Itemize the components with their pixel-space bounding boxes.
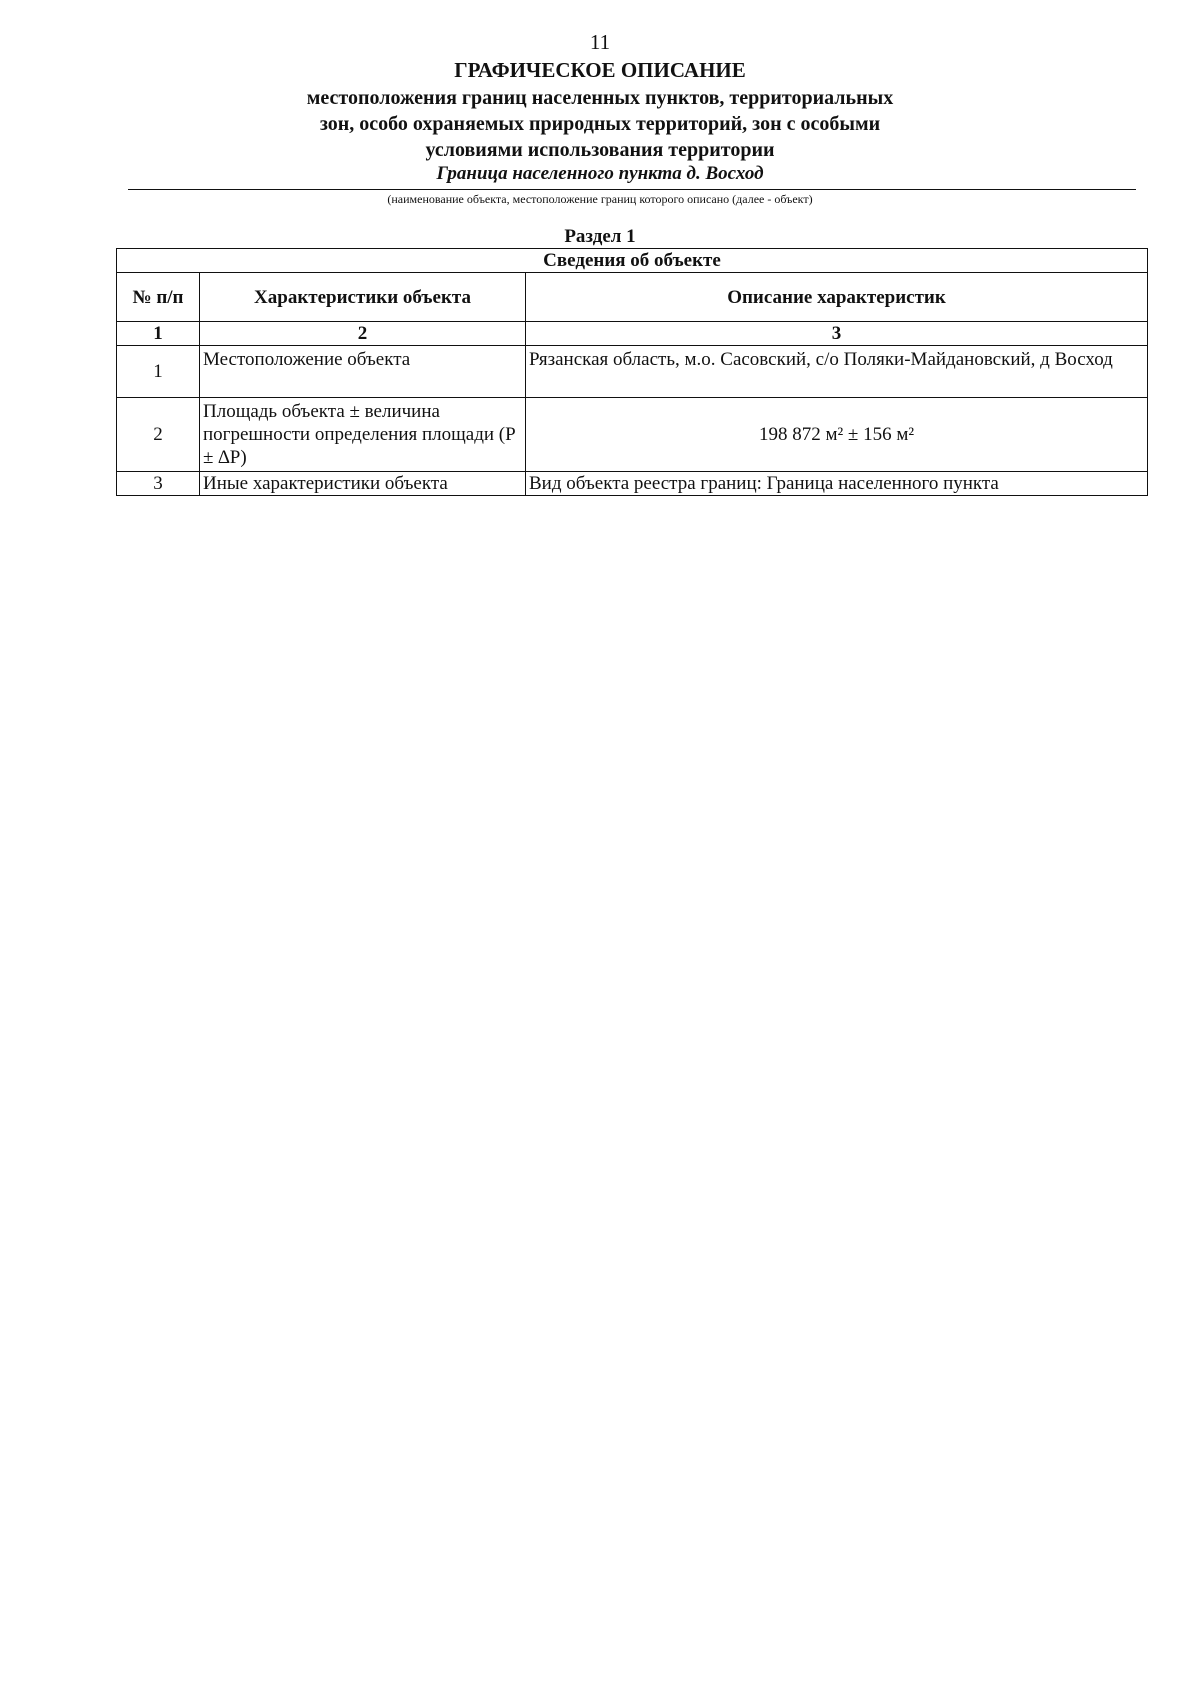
column-number-row [117, 322, 1148, 346]
row-description: 198 872 м² ± 156 м² [526, 398, 1148, 472]
subtitle-line: условиями использования территории [425, 139, 775, 161]
row-characteristic: Иные характеристики объекта [200, 472, 526, 496]
row-description: Рязанская область, м.о. Сасовский, с/о Поляки-Майдановский, д Восход [526, 346, 1148, 398]
subtitle-line: зон, особо охраняемых природных территорий, зон с особыми [319, 113, 881, 135]
table-row [117, 472, 1148, 496]
table-caption: Сведения об объекте [117, 249, 1148, 273]
column-number: 2 [200, 322, 526, 346]
row-number: 3 [117, 472, 200, 496]
column-number: 1 [117, 322, 200, 346]
row-characteristic: Площадь объекта ± величина погрешности определения площади (P ± ∆P) [200, 398, 526, 472]
document-title: ГРАФИЧЕСКОЕ ОПИСАНИЕ [454, 58, 746, 82]
header-num: № п/п [117, 273, 200, 322]
object-name-caption: (наименование объекта, местоположение границ которого описано (далее - объект) [387, 192, 813, 206]
document-subtitle [0, 85, 1200, 163]
table-header-row [117, 273, 1148, 322]
header-description: Описание характеристик [526, 273, 1148, 322]
page-number: 11 [589, 30, 611, 54]
row-characteristic: Местоположение объекта [200, 346, 526, 398]
row-description: Вид объекта реестра границ: Граница населенного пункта [526, 472, 1148, 496]
table-row [117, 346, 1148, 398]
header-characteristics: Характеристики объекта [200, 273, 526, 322]
row-number: 2 [117, 398, 200, 472]
section-title: Раздел 1 [564, 226, 636, 247]
table-caption-row [117, 249, 1148, 273]
object-name: Граница населенного пункта д. Восход [436, 163, 764, 184]
object-name-underline [128, 189, 1136, 190]
subtitle-line: местоположения границ населенных пунктов, территориальных [306, 87, 894, 109]
table-row [117, 398, 1148, 472]
row-number: 1 [117, 346, 200, 398]
column-number: 3 [526, 322, 1148, 346]
object-info-table [116, 248, 1148, 496]
